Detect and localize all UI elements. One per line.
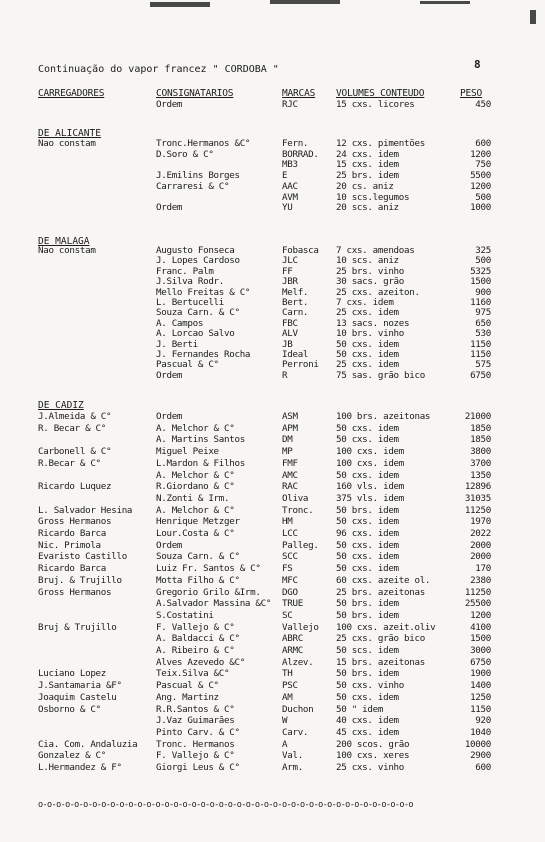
cell-weight: 1500 (470, 276, 491, 288)
cell-shipper: Nic. Primola (38, 539, 101, 551)
cell-mark: JB (282, 338, 293, 350)
cell-weight: 1250 (470, 691, 491, 703)
cell-volume: 50 brs. idem (336, 609, 399, 621)
cell-volume: 160 vls. idem (336, 481, 405, 493)
cell-weight: 5325 (470, 265, 491, 277)
cell-consignee: A. Melchor & C° (156, 469, 235, 481)
cell-volume: 24 cxs. idem (336, 148, 399, 160)
cell-mark: ARMC (282, 645, 303, 656)
cell-consignee: Souza Carn. & C° (156, 307, 240, 319)
table-row (0, 255, 545, 266)
cell-weight: 3700 (470, 457, 491, 469)
cell-weight: 6750 (470, 656, 491, 668)
cell-volume: 25 brs. idem (336, 170, 399, 182)
cell-mark: ALV (282, 328, 298, 340)
table-row (0, 458, 545, 469)
table-row (0, 297, 545, 308)
cell-consignee: A. Lorcao Salvo (156, 328, 235, 340)
cell-weight: 170 (475, 563, 491, 575)
cell-weight: 500 (475, 255, 491, 267)
cell-consignee: R.Giordano & C° (156, 481, 235, 493)
cell-mark: AM (282, 691, 293, 703)
cell-volume: 30 sacs. grão (336, 276, 405, 288)
cell-weight: 750 (475, 159, 491, 171)
cell-volume: 20 cs. aniz (336, 180, 394, 192)
cell-weight: 650 (475, 317, 491, 329)
cell-volume: 15 cxs. licores (336, 99, 415, 110)
cell-weight: 11250 (464, 586, 491, 598)
scan-smudge-right-edge (530, 10, 536, 24)
cell-volume: 25 cxs. grão bico (336, 633, 425, 645)
cell-shipper: Gonzalez & C° (38, 750, 107, 762)
cell-consignee: Tronc. Hermanos (156, 738, 235, 750)
cell-mark: RJC (282, 99, 298, 110)
table-row (0, 750, 545, 761)
cell-weight: 1200 (470, 148, 491, 160)
cell-consignee: A. Melchor & C° (156, 504, 235, 516)
cell-consignee: Souza Carn. & C° (156, 551, 240, 563)
cell-consignee: Giorgi Leus & C° (156, 762, 240, 773)
cell-mark: Tronc. (282, 504, 314, 516)
table-row (0, 692, 545, 703)
table-row (0, 598, 545, 609)
table-row (0, 633, 545, 644)
cell-consignee: Ang. Martinz (156, 691, 219, 703)
cell-shipper: J.Almeida & C° (38, 411, 112, 422)
cell-volume: 100 cxs. azeit.oliv (336, 621, 436, 633)
cell-shipper: J.Santamaria &F° (38, 680, 122, 692)
cell-volume: 10 scs.legumos (336, 191, 410, 203)
cell-weight: 1200 (470, 180, 491, 192)
table-row (0, 657, 545, 668)
section-heading-cadiz: DE CADIZ (38, 400, 84, 411)
cell-consignee: Lour.Costa & C° (156, 528, 235, 539)
cell-mark: YU (282, 202, 293, 214)
table-row (0, 551, 545, 562)
cell-mark: FF (282, 265, 293, 277)
cell-shipper: Nao constam (38, 138, 96, 149)
header-carregadores: CARREGADORES (38, 88, 105, 99)
cell-shipper: Gross Hermanos (38, 516, 112, 528)
cell-mark: Val. (282, 750, 303, 762)
cell-consignee: J. Fernandes Rocha (156, 349, 251, 360)
cell-weight: 1200 (470, 609, 491, 621)
table-row (0, 434, 545, 445)
table-row (0, 423, 545, 434)
cell-volume: 75 sas. grão bico (336, 369, 425, 381)
table-row (0, 307, 545, 318)
table-row (0, 587, 545, 598)
table-row (0, 610, 545, 621)
cell-consignee: Gregorio Grilo &Irm. (156, 586, 261, 598)
cell-mark: SC (282, 609, 293, 621)
cell-shipper: Gross Hermanos (38, 586, 112, 598)
cell-shipper: Cia. Com. Andaluzia (38, 738, 138, 750)
table-row (0, 99, 545, 110)
table-row (0, 516, 545, 527)
cell-consignee: A. Baldacci & C° (156, 633, 240, 645)
cell-shipper: L.Hermandez & F° (38, 762, 122, 773)
cell-volume: 50 brs. idem (336, 504, 399, 516)
cell-consignee: Ordem (156, 202, 183, 214)
cell-shipper: Carbonell & C° (38, 446, 112, 458)
scan-smudge-top-left (150, 2, 210, 7)
table-row (0, 339, 545, 350)
cell-consignee: Mello Freitas & C° (156, 286, 251, 298)
cell-mark: Bert. (282, 297, 309, 308)
scan-smudge-top-mid (270, 0, 340, 4)
cell-mark: RAC (282, 481, 298, 493)
cell-volume: 50 cxs. idem (336, 551, 399, 563)
footer-divider: o-o-o-o-o-o-o-o-o-o-o-o-o-o-o-o-o-o-o-o-o-o-o-o-o-o-o-o-o-o-o-o-o-o-o-o-o-o-o-o-o-o (38, 800, 413, 810)
cell-shipper: Joaquim Castelu (38, 691, 117, 703)
cell-consignee: J. Berti (156, 338, 198, 350)
table-row (0, 762, 545, 773)
cell-volume: 50 scs. idem (336, 645, 399, 656)
cell-consignee: J.Silva Rodr. (156, 276, 225, 288)
cell-shipper: L. Salvador Hesina (38, 504, 133, 516)
cell-shipper: R.Becar & C° (38, 457, 101, 469)
section-heading-malaga: DE MALAGA (38, 236, 90, 247)
cell-volume: 50 cxs. idem (336, 434, 399, 446)
table-row (0, 715, 545, 726)
cell-mark: DM (282, 434, 293, 446)
header-marcas: MARCAS (282, 88, 316, 99)
table-row (0, 287, 545, 298)
cell-consignee: Pascual & C° (156, 680, 219, 692)
cell-volume: 100 brs. azeitonas (336, 411, 431, 422)
cell-weight: 1500 (470, 633, 491, 645)
cell-volume: 25 brs. azeitonas (336, 586, 425, 598)
cell-weight: 1850 (470, 422, 491, 434)
table-row (0, 528, 545, 539)
cell-weight: 3800 (470, 446, 491, 458)
cell-volume: 25 cxs. idem (336, 307, 399, 319)
cell-shipper: Nao constam (38, 245, 96, 256)
cell-weight: 2000 (470, 539, 491, 551)
table-row (0, 370, 545, 381)
cell-weight: 11250 (464, 504, 491, 516)
cell-mark: TH (282, 668, 293, 680)
cell-volume: 25 cxs. azeiton. (336, 286, 420, 298)
cell-consignee: Carraresi & C° (156, 180, 230, 192)
cell-consignee: Luiz Fr. Santos & C° (156, 563, 261, 575)
table-row (0, 704, 545, 715)
table-row (0, 149, 545, 160)
table-row (0, 645, 545, 656)
cell-consignee: Pinto Carv. & C° (156, 726, 240, 738)
cell-shipper: Ricardo Barca (38, 563, 107, 575)
cell-shipper: Bruj & Trujillo (38, 621, 117, 633)
cell-volume: 10 brs. vinho (336, 328, 405, 340)
cell-weight: 1160 (470, 297, 491, 308)
cell-volume: 25 brs. vinho (336, 265, 405, 277)
cell-consignee: J. Lopes Cardoso (156, 255, 240, 267)
cell-weight: 975 (475, 307, 491, 319)
cell-weight: 21000 (464, 411, 491, 422)
cell-consignee: J.Emilins Borges (156, 170, 240, 182)
cell-weight: 1150 (470, 703, 491, 715)
table-row (0, 192, 545, 203)
table-row (0, 276, 545, 287)
cell-mark: Oliva (282, 492, 309, 504)
cell-consignee: Alves Azevedo &C° (156, 656, 245, 668)
cell-mark: Carn. (282, 307, 309, 319)
table-row (0, 202, 545, 213)
cell-weight: 5500 (470, 170, 491, 182)
cell-weight: 31035 (464, 492, 491, 504)
cell-mark: A (282, 738, 288, 750)
cell-volume: 50 cxs. idem (336, 338, 399, 350)
cell-volume: 50 cxs. idem (336, 422, 399, 434)
cell-volume: 50 cxs. idem (336, 349, 399, 360)
cell-mark: W (282, 715, 288, 727)
cell-mark: R (282, 369, 288, 381)
cell-consignee: F. Vallejo & C° (156, 750, 235, 762)
cell-consignee: S.Costatini (156, 609, 214, 621)
cell-consignee: Pascual & C° (156, 359, 219, 371)
cell-volume: 15 brs. azeitonas (336, 656, 425, 668)
cell-consignee: Ordem (156, 99, 183, 110)
cell-mark: LCC (282, 528, 298, 539)
cell-weight: 3000 (470, 645, 491, 656)
table-row (0, 739, 545, 750)
cell-volume: 60 cxs. azeite ol. (336, 574, 431, 586)
cell-shipper: Bruj. & Trujillo (38, 574, 122, 586)
cell-consignee: Tronc.Hermanos &C° (156, 138, 251, 149)
table-row (0, 481, 545, 492)
table-row (0, 446, 545, 457)
cell-mark: APM (282, 422, 298, 434)
cell-weight: 10000 (464, 738, 491, 750)
header-consignatarios: CONSIGNATARIOS (156, 88, 234, 99)
cell-volume: 50 cxs. idem (336, 516, 399, 528)
cell-mark: JLC (282, 255, 298, 267)
cell-weight: 1850 (470, 434, 491, 446)
cell-consignee: Henrique Metzger (156, 516, 240, 528)
cell-volume: 25 cxs. idem (336, 359, 399, 371)
cell-weight: 2000 (470, 551, 491, 563)
cell-mark: AVM (282, 191, 298, 203)
page-number: 8 (474, 58, 481, 71)
cell-volume: 20 scs. aniz (336, 202, 399, 214)
cell-weight: 1900 (470, 668, 491, 680)
cell-weight: 1150 (470, 338, 491, 350)
cell-volume: 375 vls. idem (336, 492, 405, 504)
cell-mark: BORRAD. (282, 148, 319, 160)
table-row (0, 411, 545, 422)
table-row (0, 680, 545, 691)
cell-mark: JBR (282, 276, 298, 288)
cell-consignee: A. Ribeiro & C° (156, 645, 235, 656)
cell-volume: 200 scos. grão (336, 738, 410, 750)
table-row (0, 505, 545, 516)
cell-volume: 50 cxs. idem (336, 539, 399, 551)
cell-consignee: Augusto Fonseca (156, 245, 235, 256)
cell-shipper: Osborno & C° (38, 703, 101, 715)
cell-volume: 40 cxs. idem (336, 715, 399, 727)
cell-mark: SCC (282, 551, 298, 563)
cell-mark: HM (282, 516, 293, 528)
cell-weight: 1150 (470, 349, 491, 360)
section-heading-alicante: DE ALICANTE (38, 128, 101, 139)
cell-consignee: Ordem (156, 411, 183, 422)
cell-volume: 10 scs. aniz (336, 255, 399, 267)
cell-mark: Duchon (282, 703, 314, 715)
table-row (0, 181, 545, 192)
cell-weight: 12896 (464, 481, 491, 493)
cell-weight: 1350 (470, 469, 491, 481)
cell-mark: PSC (282, 680, 298, 692)
cell-consignee: Motta Filho & C° (156, 574, 240, 586)
cell-volume: 100 cxs. idem (336, 446, 405, 458)
cell-mark: MB3 (282, 159, 298, 171)
cell-shipper: Ricardo Luquez (38, 481, 112, 493)
cell-mark: Ideal (282, 349, 309, 360)
cell-volume: 96 cxs. idem (336, 528, 399, 539)
cell-consignee: L.Mardon & Filhos (156, 457, 245, 469)
header-volumes-conteudo: VOLUMES CONTEUDO (336, 88, 425, 99)
cell-volume: 45 cxs. idem (336, 726, 399, 738)
cell-mark: AMC (282, 469, 298, 481)
cell-mark: Alzev. (282, 656, 314, 668)
cell-mark: Fern. (282, 138, 309, 149)
cell-consignee: N.Zonti & Irm. (156, 492, 230, 504)
cell-mark: Fobasca (282, 245, 319, 256)
cell-mark: TRUE (282, 598, 303, 610)
header-peso: PESO (460, 88, 483, 99)
cell-volume: 100 cxs. idem (336, 457, 405, 469)
cell-volume: 50 brs. idem (336, 598, 399, 610)
cell-mark: MFC (282, 574, 298, 586)
cell-weight: 600 (475, 762, 491, 773)
cell-weight: 4100 (470, 621, 491, 633)
table-row (0, 318, 545, 329)
table-row (0, 245, 545, 256)
cell-weight: 2380 (470, 574, 491, 586)
table-row (0, 540, 545, 551)
cell-consignee: A.Salvador Massina &C° (156, 598, 272, 610)
cell-mark: Carv. (282, 726, 309, 738)
cell-consignee: A. Campos (156, 317, 204, 329)
scan-smudge-top-right (420, 1, 470, 4)
cell-mark: E (282, 170, 288, 182)
cell-weight: 2022 (470, 528, 491, 539)
cell-mark: FBC (282, 317, 298, 329)
table-row (0, 266, 545, 277)
cell-mark: Perroni (282, 359, 319, 371)
table-row (0, 359, 545, 370)
table-row (0, 575, 545, 586)
cell-weight: 450 (475, 99, 491, 110)
cell-volume: 50 cxs. idem (336, 469, 399, 481)
cell-consignee: R.R.Santos & C° (156, 703, 235, 715)
cell-mark: FS (282, 563, 293, 575)
cell-weight: 530 (475, 328, 491, 340)
cell-volume: 15 cxs. idem (336, 159, 399, 171)
table-row (0, 563, 545, 574)
cell-consignee: Ordem (156, 369, 183, 381)
cell-consignee: Miguel Peixe (156, 446, 219, 458)
cell-weight: 900 (475, 286, 491, 298)
cell-mark: Palleg. (282, 539, 319, 551)
cell-mark: ASM (282, 411, 298, 422)
table-row (0, 170, 545, 181)
cell-weight: 1400 (470, 680, 491, 692)
cell-weight: 575 (475, 359, 491, 371)
cell-volume: 50 " idem (336, 703, 384, 715)
cell-shipper: Evaristo Castillo (38, 551, 127, 563)
cell-volume: 13 sacs. nozes (336, 317, 410, 329)
cell-weight: 325 (475, 245, 491, 256)
table-row (0, 668, 545, 679)
cell-mark: Arm. (282, 762, 303, 773)
cell-consignee: J.Vaz Guimarães (156, 715, 235, 727)
cell-shipper: Luciano Lopez (38, 668, 107, 680)
cell-consignee: A. Melchor & C° (156, 422, 235, 434)
cell-mark: Melf. (282, 286, 309, 298)
cell-consignee: D.Soro & C° (156, 148, 214, 160)
cell-weight: 1000 (470, 202, 491, 214)
cell-volume: 7 cxs. amendoas (336, 245, 415, 256)
table-row (0, 727, 545, 738)
table-row (0, 138, 545, 149)
cell-mark: ABRC (282, 633, 303, 645)
cell-consignee: Ordem (156, 539, 183, 551)
document-title: Continuação do vapor francez " CORDOBA " (38, 64, 279, 75)
table-row (0, 159, 545, 170)
table-row (0, 622, 545, 633)
table-row (0, 470, 545, 481)
cell-weight: 1040 (470, 726, 491, 738)
cell-weight: 920 (475, 715, 491, 727)
cell-mark: MP (282, 446, 293, 458)
cell-weight: 25500 (464, 598, 491, 610)
cell-weight: 1970 (470, 516, 491, 528)
cell-weight: 500 (475, 191, 491, 203)
cell-mark: AAC (282, 180, 298, 192)
table-row (0, 328, 545, 339)
cell-weight: 600 (475, 138, 491, 149)
cell-consignee: Franc. Palm (156, 265, 214, 277)
cell-consignee: A. Martins Santos (156, 434, 245, 446)
cell-mark: Vallejo (282, 621, 319, 633)
cell-volume: 50 cxs. idem (336, 691, 399, 703)
table-row (0, 493, 545, 504)
cell-volume: 12 cxs. pimentões (336, 138, 425, 149)
cell-volume: 100 cxs. xeres (336, 750, 410, 762)
cell-mark: FMF (282, 457, 298, 469)
cell-volume: 25 cxs. vinho (336, 762, 405, 773)
cell-weight: 6750 (470, 369, 491, 381)
table-row (0, 349, 545, 360)
cell-consignee: Teix.Silva &C° (156, 668, 230, 680)
cell-volume: 50 cxs. idem (336, 563, 399, 575)
cell-consignee: F. Vallejo & C° (156, 621, 235, 633)
cell-volume: 50 cxs. vinho (336, 680, 405, 692)
cell-weight: 2900 (470, 750, 491, 762)
cell-shipper: Ricardo Barca (38, 528, 107, 539)
cell-consignee: L. Bertucelli (156, 297, 225, 308)
cell-volume: 50 brs. idem (336, 668, 399, 680)
cell-mark: DGO (282, 586, 298, 598)
cell-volume: 7 cxs. idem (336, 297, 394, 308)
cell-shipper: R. Becar & C° (38, 422, 107, 434)
